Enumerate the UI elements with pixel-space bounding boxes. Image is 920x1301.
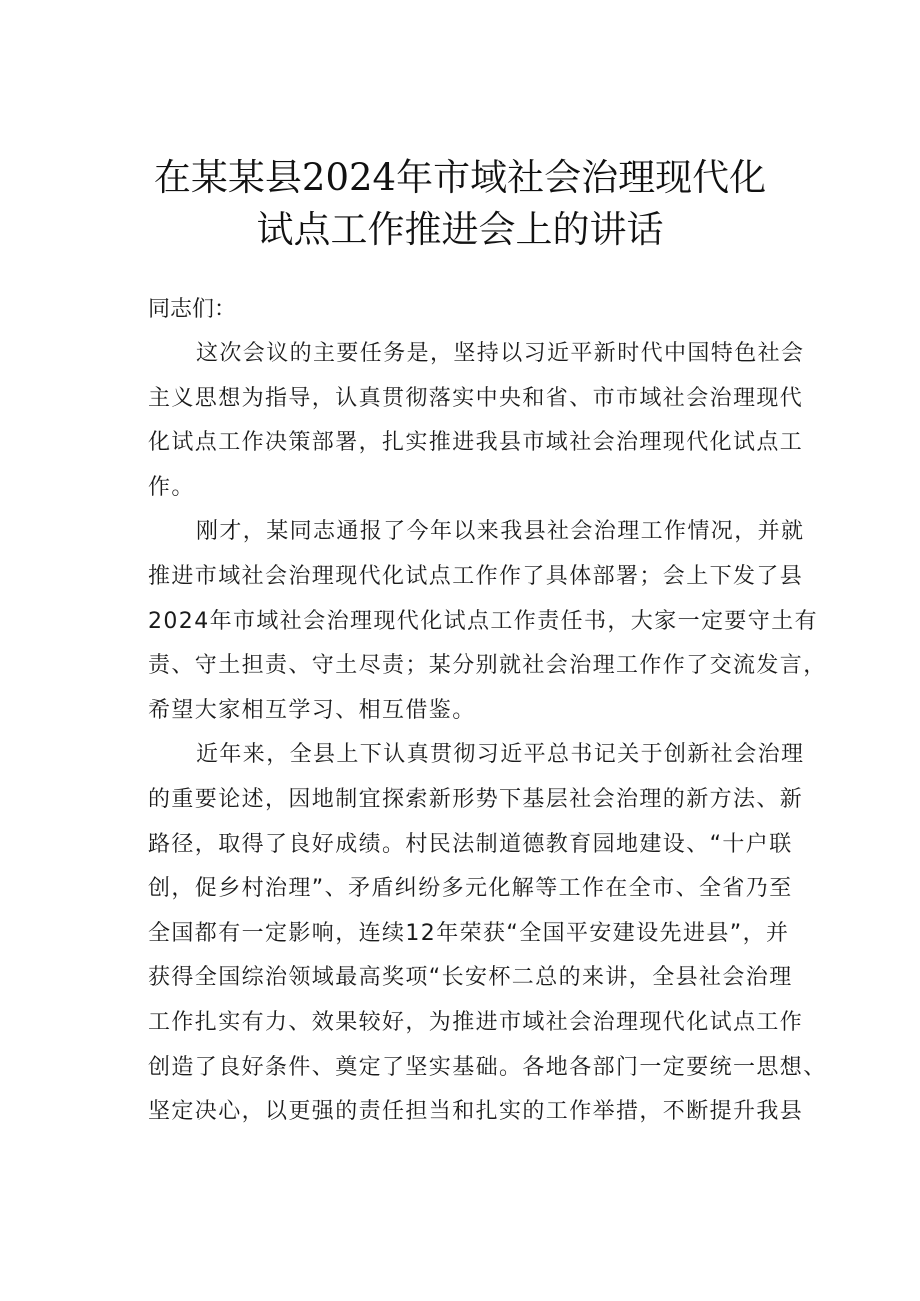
body-line: 2024年市域社会治理现代化试点工作责任书，大家一定要守土有 bbox=[148, 608, 818, 634]
body-line: 路径，取得了良好成绩。村民法制道德教育园地建设、“十户联 bbox=[148, 831, 793, 857]
body-line: 希望大家相互学习、相互借鉴。 bbox=[148, 697, 476, 723]
body-line: 坚定决心，以更强的责任担当和扎实的工作举措，不断提升我县 bbox=[148, 1099, 804, 1125]
body-line: 主义思想为指导，认真贯彻落实中央和省、市市域社会治理现代 bbox=[148, 385, 804, 411]
body-line: 化试点工作决策部署，扎实推进我县市域社会治理现代化试点工 bbox=[148, 430, 804, 456]
document-body bbox=[148, 332, 827, 1135]
body-line: 创，促乡村治理”、矛盾纠纷多元化解等工作在全市、全省乃至 bbox=[148, 876, 793, 902]
salutation: 同志们： bbox=[148, 297, 237, 322]
body-line: 这次会议的主要任务是，坚持以习近平新时代中国特色社会 bbox=[196, 341, 805, 366]
body-line: 刚才，某同志通报了今年以来我县社会治理工作情况，并就 bbox=[196, 519, 805, 545]
body-line: 作。 bbox=[148, 474, 195, 500]
body-line: 工作扎实有力、效果较好，为推进市域社会治理现代化试点工作 bbox=[148, 1009, 804, 1035]
title-line-1: 在某某县2024年市域社会治理现代化 bbox=[153, 156, 767, 199]
body-line: 全国都有一定影响，连续12年荣获“全国平安建设先进县”，并 bbox=[148, 920, 790, 946]
body-line: 创造了良好条件、奠定了坚实基础。各地各部门一定要统一思想、 bbox=[148, 1054, 827, 1080]
body-line: 推进市域社会治理现代化试点工作作了具体部署；会上下发了县 bbox=[148, 563, 804, 589]
body-line: 的重要论述，因地制宜探索新形势下基层社会治理的新方法、新 bbox=[148, 786, 804, 812]
body-line: 获得全国综治领域最高奖项“长安杯二总的来讲，全县社会治理 bbox=[148, 965, 793, 991]
body-line: 近年来，全县上下认真贯彻习近平总书记关于创新社会治理 bbox=[196, 742, 805, 768]
body-line: 责、守土担责、守土尽责；某分别就社会治理工作作了交流发言， bbox=[148, 653, 827, 679]
document-title bbox=[0, 152, 920, 256]
title-line-2: 试点工作推进会上的讲话 bbox=[256, 208, 664, 251]
